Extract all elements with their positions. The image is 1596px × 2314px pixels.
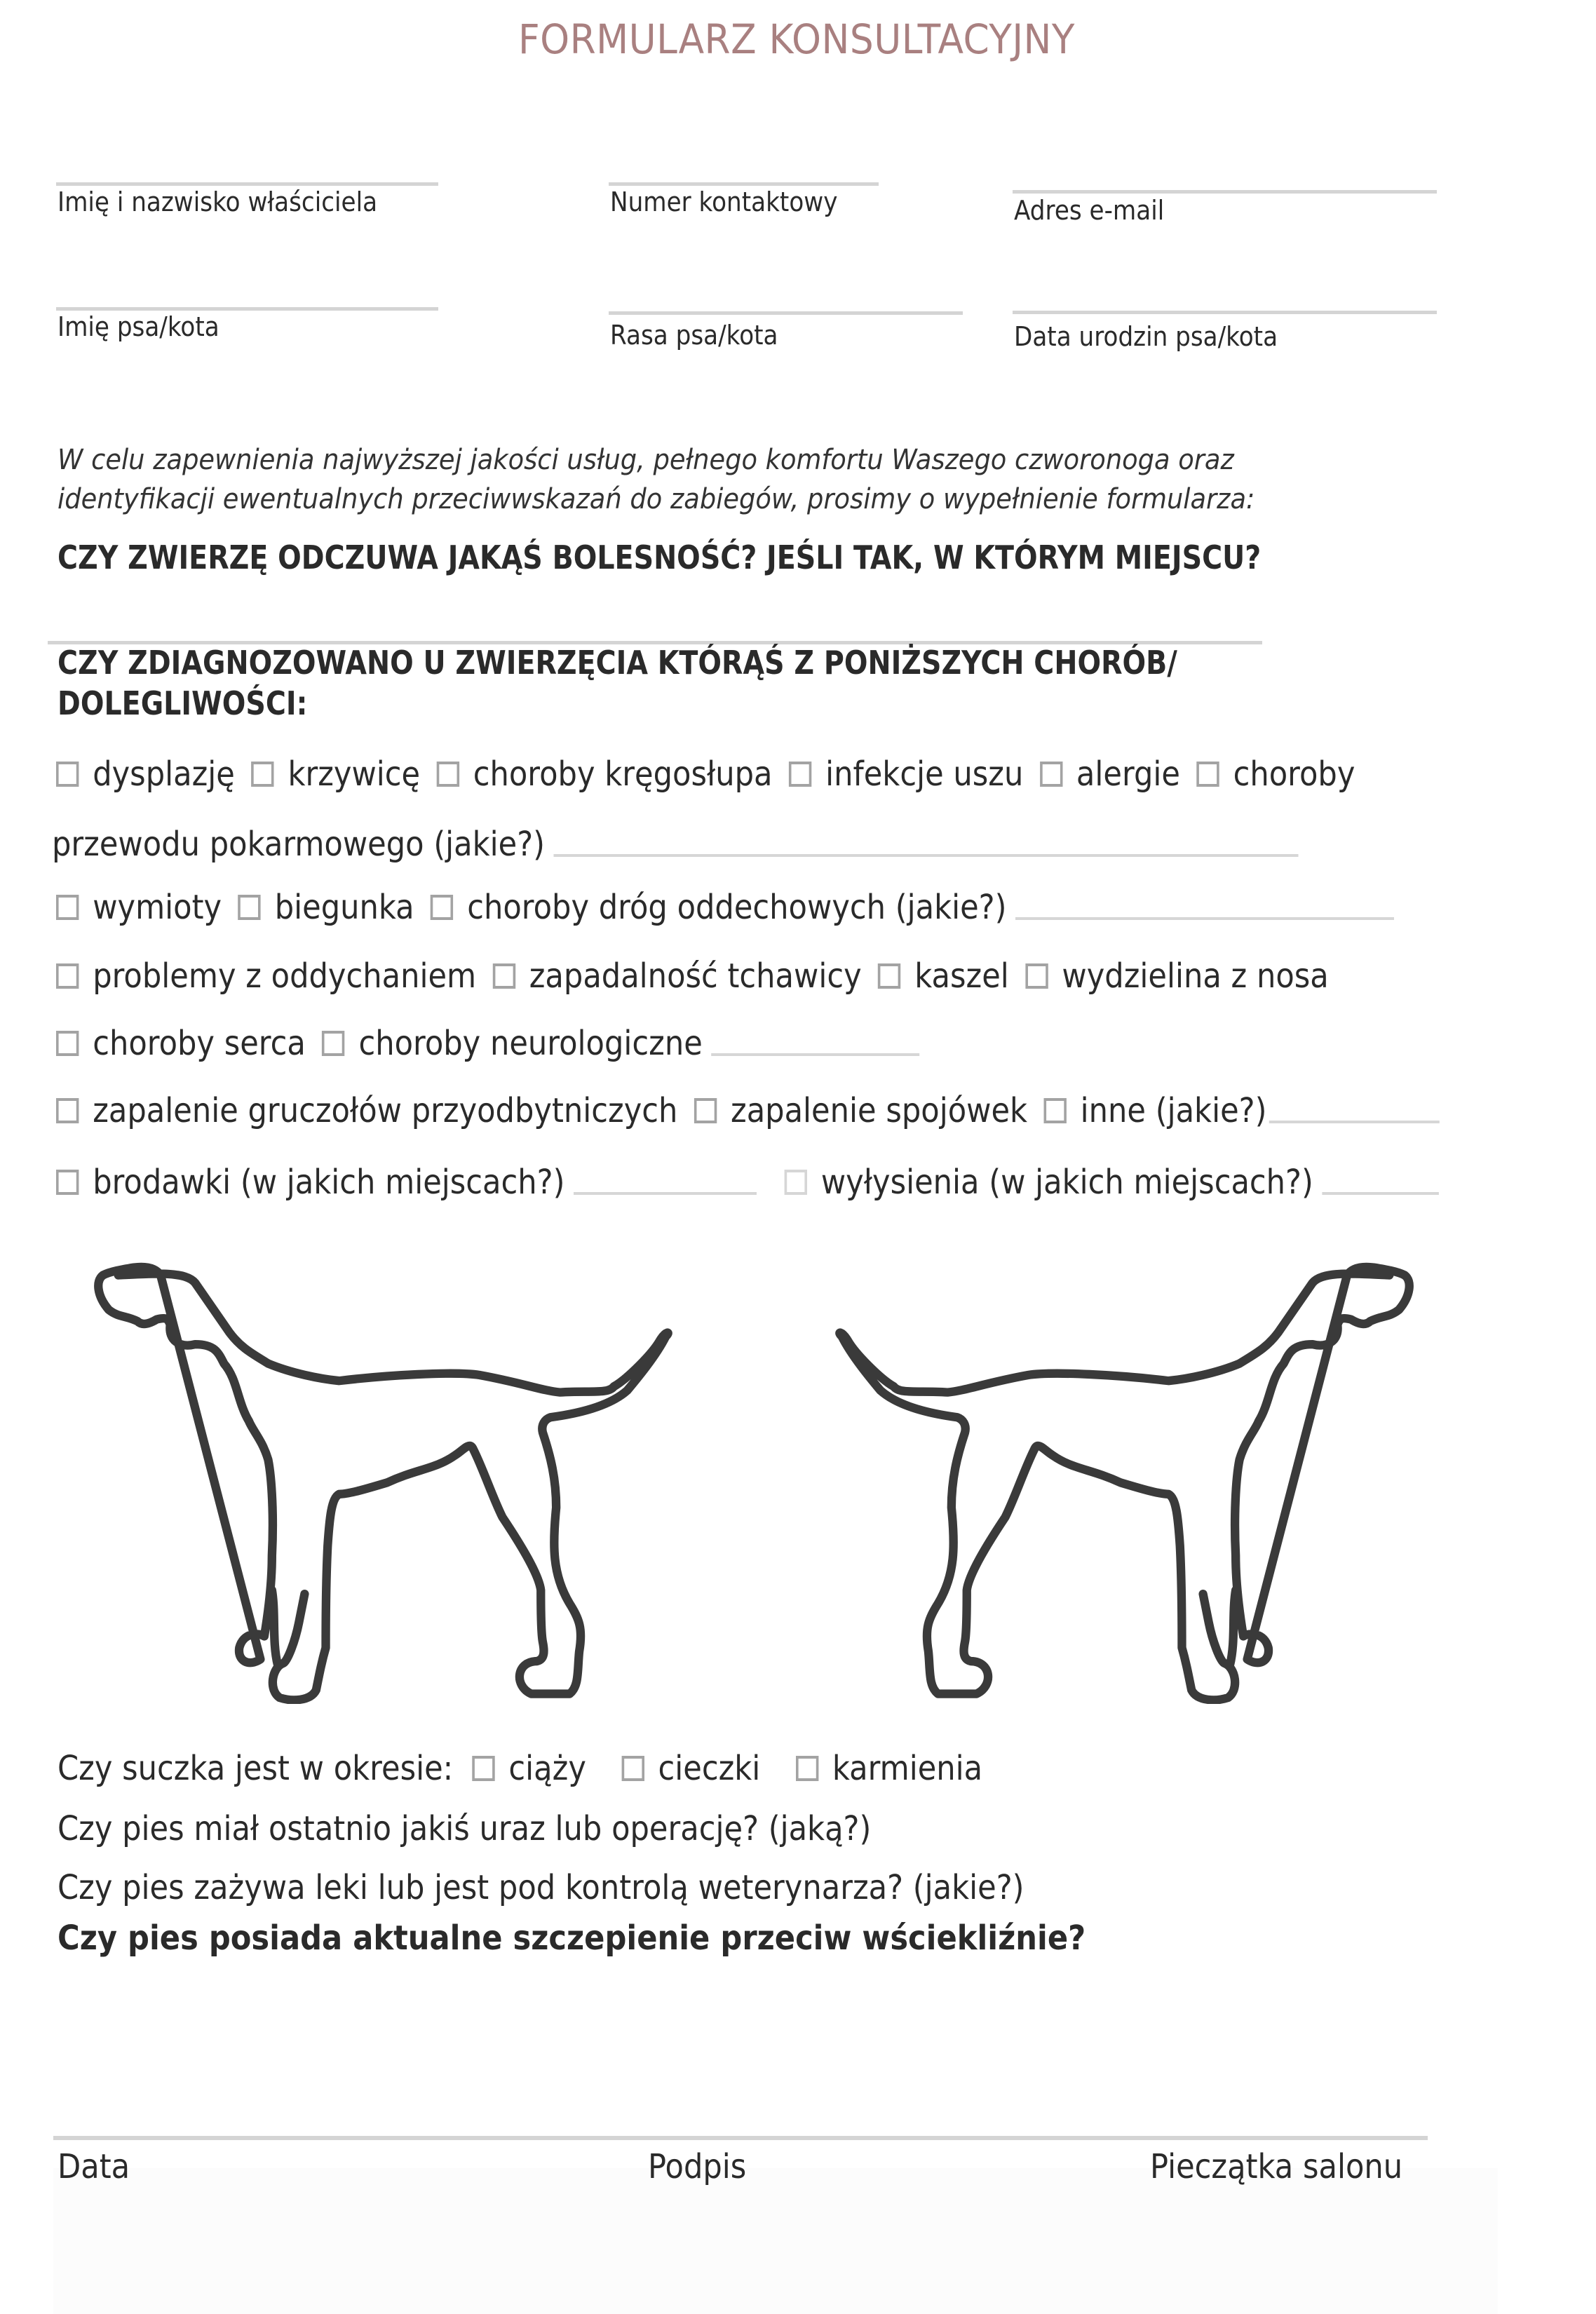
- intro-line-1: W celu zapewnienia najwyższej jakości usług, pełnego komfortu Waszego czworonoga oraz: [58, 444, 1234, 476]
- conditions-row-5: [56, 1091, 1440, 1130]
- rabies-question: Czy pies posiada aktualne szczepienie przeciw wściekliźnie?: [58, 1919, 1086, 1958]
- pet-name-line[interactable]: [56, 307, 438, 311]
- checkbox-spine[interactable]: [437, 762, 459, 787]
- diagnosis-heading-line-1: CZY ZDIAGNOZOWANO U ZWIERZĘCIA KTÓRĄŚ Z PONIŻSZYCH CHORÓB/: [58, 644, 1177, 682]
- conditions-row-6: [56, 1163, 1439, 1202]
- pain-question: CZY ZWIERZĘ ODCZUWA JAKĄŚ BOLESNOŚĆ? JEŚLI TAK, W KTÓRYM MIEJSCU?: [58, 539, 1262, 576]
- checkbox-pregnancy[interactable]: [472, 1756, 494, 1781]
- respiratory-answer-line[interactable]: [1015, 917, 1394, 920]
- checkbox-vomiting[interactable]: [56, 895, 79, 920]
- signature-line[interactable]: [53, 2136, 1428, 2140]
- checkbox-nasal-discharge[interactable]: [1025, 963, 1048, 989]
- label-heat: cieczki: [658, 1749, 761, 1788]
- intro-line-2: identyfikacji ewentualnych przeciwwskazań do zabiegów, prosimy o wypełnienie formularza:: [58, 483, 1255, 515]
- label-warts: brodawki (w jakich miejscach?): [93, 1163, 565, 1202]
- checkbox-ear-infections[interactable]: [789, 762, 811, 787]
- label-nursing: karmienia: [832, 1749, 983, 1788]
- email-label: Adres e-mail: [1014, 195, 1165, 226]
- label-digestive-continued: przewodu pokarmowego (jakie?): [52, 825, 546, 864]
- intro-text: [58, 440, 1255, 519]
- label-anal-glands: zapalenie gruczołów przyodbytniczych: [93, 1091, 678, 1130]
- form-title: FORMULARZ KONSULTACYJNY: [518, 15, 1075, 63]
- diagnosis-heading: [58, 642, 1177, 724]
- owner-name-label: Imię i nazwisko właściciela: [58, 187, 378, 217]
- conditions-row-3: [56, 956, 1345, 996]
- dog-diagram-right[interactable]: [778, 1255, 1445, 1704]
- label-pregnancy: ciąży: [508, 1749, 586, 1788]
- checkbox-breathing[interactable]: [56, 963, 79, 989]
- label-tracheal-collapse: zapadalność tchawicy: [529, 956, 862, 996]
- neurological-answer-line[interactable]: [711, 1053, 919, 1056]
- label-allergies: alergie: [1076, 755, 1180, 794]
- stamp-label: Pieczątka salonu: [1150, 2147, 1403, 2186]
- label-ear-infections: infekcje uszu: [825, 755, 1024, 794]
- phone-line[interactable]: [609, 182, 879, 186]
- breed-line[interactable]: [609, 311, 963, 315]
- warts-answer-line[interactable]: [574, 1192, 757, 1195]
- checkbox-digestive[interactable]: [1196, 762, 1219, 787]
- checkbox-heat[interactable]: [621, 1756, 644, 1781]
- conditions-row-1-continued: [52, 825, 1299, 864]
- dog-outline-right-icon: [839, 1267, 1409, 1700]
- checkbox-heart[interactable]: [56, 1031, 79, 1056]
- label-heart: choroby serca: [93, 1024, 306, 1063]
- breed-label: Rasa psa/kota: [610, 320, 778, 351]
- pet-name-label: Imię psa/kota: [58, 311, 219, 342]
- dog-diagram-left[interactable]: [63, 1255, 729, 1704]
- conditions-row-1: [56, 755, 1372, 794]
- owner-name-line[interactable]: [56, 182, 438, 186]
- label-digestive: choroby: [1233, 755, 1355, 794]
- label-neurological: choroby neurologiczne: [358, 1024, 703, 1063]
- signature-label: Podpis: [648, 2147, 747, 2186]
- checkbox-conjunctivitis[interactable]: [694, 1098, 717, 1123]
- label-cough: kaszel: [914, 956, 1009, 996]
- birth-date-line[interactable]: [1013, 311, 1437, 314]
- checkbox-respiratory[interactable]: [431, 895, 453, 920]
- checkbox-nursing[interactable]: [796, 1756, 818, 1781]
- birth-date-label: Data urodzin psa/kota: [1014, 321, 1278, 352]
- label-nasal-discharge: wydzielina z nosa: [1062, 956, 1329, 996]
- diagnosis-heading-line-2: DOLEGLIWOŚCI:: [58, 684, 308, 722]
- label-vomiting: wymioty: [93, 888, 222, 927]
- email-line[interactable]: [1013, 190, 1437, 194]
- checkbox-warts[interactable]: [56, 1170, 79, 1195]
- female-period-question: [58, 1749, 982, 1788]
- checkbox-cough[interactable]: [878, 963, 900, 989]
- female-period-label: Czy suczka jest w okresie:: [58, 1749, 454, 1788]
- label-rickets: krzywicę: [288, 755, 421, 794]
- medication-question: Czy pies zażywa leki lub jest pod kontrolą weterynarza? (jakie?): [58, 1868, 1024, 1907]
- checkbox-rickets[interactable]: [251, 762, 273, 787]
- injury-question: Czy pies miał ostatnio jakiś uraz lub operację? (jaką?): [58, 1809, 872, 1848]
- label-spine: choroby kręgosłupa: [473, 755, 773, 794]
- checkbox-tracheal-collapse[interactable]: [493, 963, 515, 989]
- label-hair-loss: wyłysienia (w jakich miejscach?): [820, 1163, 1313, 1202]
- checkbox-other[interactable]: [1043, 1098, 1066, 1123]
- phone-label: Numer kontaktowy: [610, 187, 838, 217]
- label-respiratory: choroby dróg oddechowych (jakie?): [467, 888, 1007, 927]
- checkbox-hair-loss[interactable]: [785, 1170, 807, 1195]
- checkbox-allergies[interactable]: [1040, 762, 1062, 787]
- dog-outline-left-icon: [98, 1267, 668, 1700]
- label-diarrhea: biegunka: [274, 888, 414, 927]
- label-breathing: problemy z oddychaniem: [93, 956, 477, 996]
- conditions-row-2: [56, 888, 1394, 927]
- checkbox-dysplasia[interactable]: [56, 762, 79, 787]
- date-label: Data: [58, 2147, 130, 2186]
- hair-loss-answer-line[interactable]: [1322, 1192, 1439, 1195]
- checkbox-anal-glands[interactable]: [56, 1098, 79, 1123]
- other-answer-line[interactable]: [1269, 1121, 1440, 1123]
- label-conjunctivitis: zapalenie spojówek: [731, 1091, 1028, 1130]
- label-dysplasia: dysplazję: [93, 755, 235, 794]
- checkbox-diarrhea[interactable]: [238, 895, 261, 920]
- digestive-answer-line[interactable]: [554, 854, 1299, 857]
- conditions-row-4: [56, 1024, 919, 1063]
- label-other: inne (jakie?): [1080, 1091, 1267, 1130]
- checkbox-neurological[interactable]: [322, 1031, 344, 1056]
- signature-area[interactable]: [53, 2168, 1498, 2314]
